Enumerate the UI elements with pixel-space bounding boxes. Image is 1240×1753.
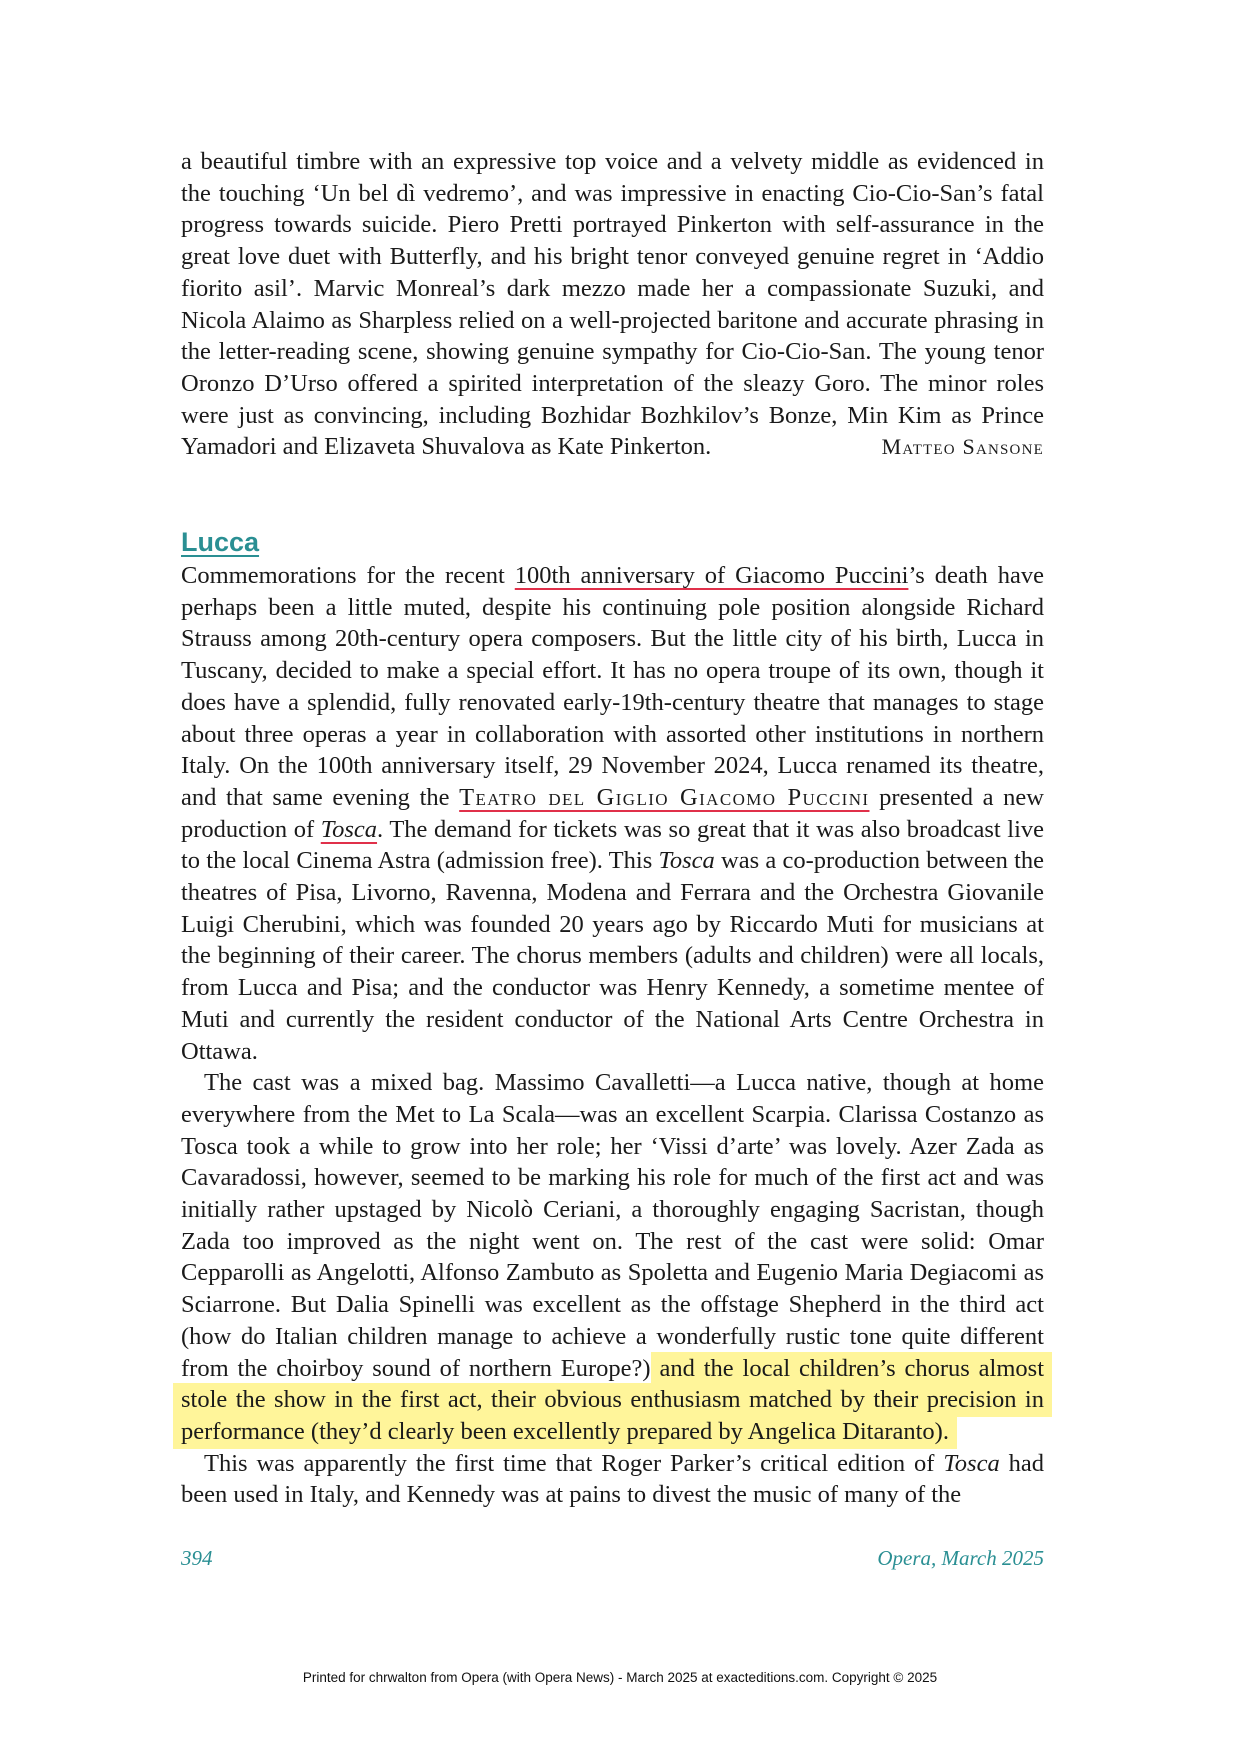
print-footer: Printed for chrwalton from Opera (with Opera News) - March 2025 at exacteditions.com. Copyright © 2025 <box>302 1670 938 1685</box>
opera-title: Tosca <box>658 847 715 875</box>
issue-label: Opera, March 2025 <box>877 1546 1044 1570</box>
lucca-paragraph-2 <box>181 1067 1044 1447</box>
highlighted-passage: and the local children’s chorus almost stole the show in the first act, their obvious enthusiasm matched by their precision in performance (they’d clearly been excellently prepared by Angelica Ditaranto). <box>181 1352 1044 1449</box>
lucca-review <box>181 560 1044 1511</box>
text-run: Commemorations for the recent <box>181 562 515 589</box>
opera-title: Tosca <box>943 1449 1000 1477</box>
text-run: This was apparently the first time that Roger Parker’s critical edition of <box>204 1449 944 1477</box>
text-run: . The demand for tickets was so great that it was also broadcast live to the local Cinema Astra (admission free). This <box>181 815 1044 875</box>
section-heading-lucca: Lucca <box>181 527 260 557</box>
page-number: 394 <box>181 1546 213 1570</box>
text-run: had been used in Italy, and Kennedy was at pains to divest the music of many of the <box>181 1449 1045 1509</box>
tosca-link[interactable]: Tosca <box>320 815 378 843</box>
text-run: ’s death have perhaps been a little muted, despite his continuing pole position alongside Richard Strauss among 20th-century opera composers. But the little city of his birth, Lucca in Tuscany, decided to make a special effort. It has no opera troupe of its own, though it does have a splendid, fully renovated early-19th-century theatre that manages to stage about three operas a year in collaboration with assorted other institutions in northern Italy. On the 100th anniversary itself, 29 November 2024, Lucca renamed its theatre, and that same evening the <box>181 562 1044 811</box>
reviewer-signature: Matteo Sansone <box>881 434 1044 460</box>
previous-review-ending <box>181 146 1044 463</box>
teatro-del-giglio-link[interactable]: Teatro del Giglio Giacomo Puccini <box>459 783 870 811</box>
previous-review-text: a beautiful timbre with an expressive top voice and a velvety middle as evidenced in the touching ‘Un bel dì vedremo’, and was impressive in enacting Cio-Cio-San’s fatal progress towards suicide. Piero Pretti portrayed Pinkerton with self-assurance in the great love duet with Butterfly, and his bright tenor conveyed genuine regret in ‘Addio fiorito asil’. Marvic Monreal’s dark mezzo made her a compassionate Suzuki, and Nicola Alaimo as Sharpless relied on a well-projected baritone and accurate phrasing in the letter-reading scene, showing genuine sympathy for Cio-Cio-San. The young tenor Oronzo D’Urso offered a spirited interpretation of the sleazy Goro. The minor roles were just as convincing, including Bozhidar Bozhkilov’s Bonze, Min Kim as Prince Yamadori and Elizaveta Shuvalova as Kate Pinkerton. <box>181 148 1044 461</box>
text-run: The cast was a mixed bag. Massimo Cavalletti—a Lucca native, though at home everywhere from the Met to La Scala—was an excellent Scarpia. Clarissa Costanzo as Tosca took a while to grow into her role; her ‘Vissi d’arte’ was lovely. Azer Zada as Cavaradossi, however, seemed to be marking his role for much of the first act and was initially rather upstaged by Nicolò Ceriani, a thoroughly engaging Sacristan, though Zada too improved as the night went on. The rest of the cast were solid: Omar Cepparolli as Angelotti, Alfonso Zambuto as Spoletta and Eugenio Maria Degiacomi as Sciarrone. But Dalia Spinelli was excellent as the offstage Shepherd in the third act (how do Italian children manage to achieve a wonderfully rustic tone quite different from the choirboy sound of northern Europe?) <box>181 1069 1044 1382</box>
lucca-paragraph-3 <box>181 1448 1044 1511</box>
lucca-paragraph-1 <box>181 560 1044 1067</box>
previous-review-paragraph <box>181 146 1044 463</box>
text-run: presented a new production of <box>181 783 1044 843</box>
text-run: was a co-production between the theatres of Pisa, Livorno, Ravenna, Modena and Ferrara and the Orchestra Giovanile Luigi Cherubini, which was founded 20 years ago by Riccardo Muti for musicians at the beginning of their career. The chorus members (adults and children) were all locals, from Lucca and Pisa; and the conductor was Henry Kennedy, a sometime mentee of Muti and currently the resident conductor of the National Arts Centre Orchestra in Ottawa. <box>181 847 1044 1065</box>
puccini-anniversary-link[interactable]: 100th anniversary of Giacomo Puccini <box>514 562 909 589</box>
